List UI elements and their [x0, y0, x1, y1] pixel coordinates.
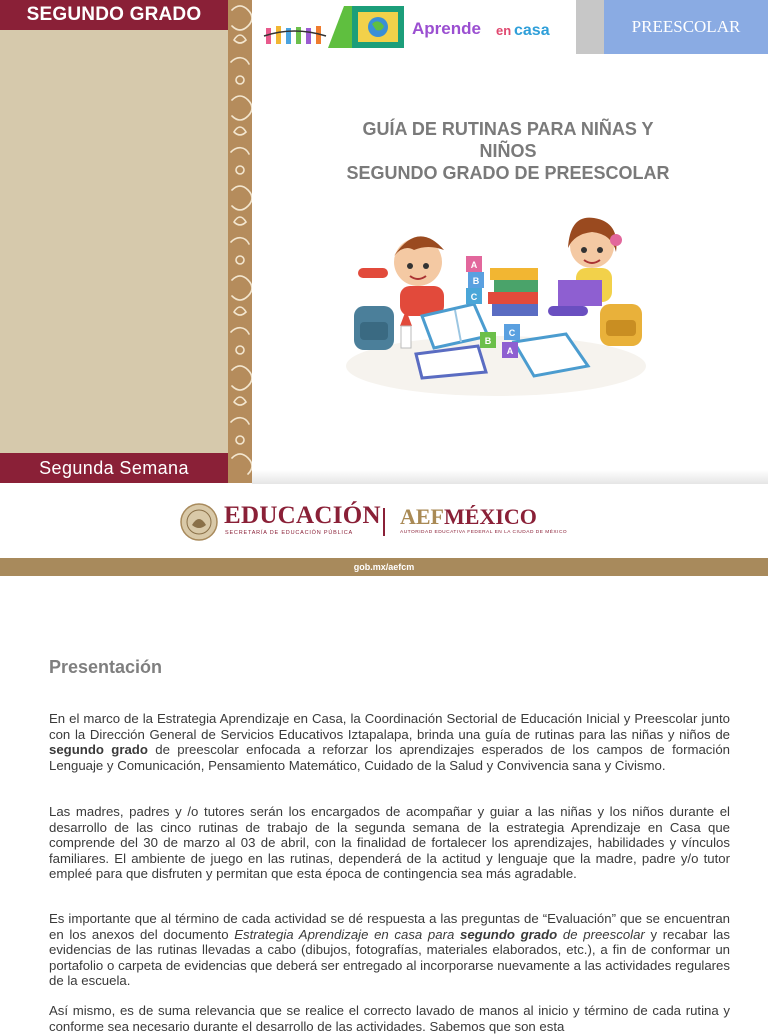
pencils-icon [264, 26, 326, 44]
aef-logo-text [400, 503, 537, 531]
paragraph-2: Las madres, padres y /o tutores serán los encargados de acompañar y guiar a las niñas y los niños durante el desarrollo de las cinco rutinas de trabajo de la segunda semana de la estrategia Aprendizaje en Casa que comprende del 30 de marzo al 03 de abril, con la finalidad de fortalecer los aprendizajes, habilidades y vínculos familiares. El ambiente de juego en las rutinas, dependerá de la actitud y lenguaje que la madre, padre y/o tutor empleé para que disfruten y permitan que esta época de contingencia sea más agradable. [49, 804, 730, 881]
ornament-border [228, 0, 252, 483]
logo-word-aprende: Aprende [412, 19, 481, 38]
paragraph-3-bold-italic: segundo grado [460, 926, 558, 942]
cover-title [318, 118, 698, 184]
letter-block-label: C [470, 292, 478, 302]
paragraph-3-text-a: Es importante que al término de cada actividad se dé respuesta a las preguntas de “Evaluación” que se encuentran en los anexos del documento [49, 911, 730, 942]
mexico-seal-icon [180, 503, 218, 541]
educacion-logo-text: EDUCACIÓN [224, 502, 381, 529]
girl-figure [548, 218, 622, 316]
level-label: PREESCOLAR [604, 0, 768, 54]
section-title: Presentación [49, 657, 163, 677]
footer-url: gob.mx/aefcm [0, 558, 768, 576]
week-label: Segunda Semana [0, 453, 228, 483]
educacion-logo-subtitle: SECRETARÍA DE EDUCACIÓN PÚBLICA [225, 530, 353, 536]
cover-shadow [252, 470, 768, 484]
paragraph-1-bold: segundo grado [49, 742, 148, 757]
aprende-en-casa-logo [252, 0, 576, 54]
grade-label: SEGUNDO GRADO [0, 0, 228, 30]
backpack-icon [600, 304, 642, 346]
aef-logo-country: MÉXICO [444, 504, 537, 529]
header-gray-strip [576, 0, 604, 54]
children-reading-illustration [338, 196, 654, 410]
aef-logo-subtitle: AUTORIDAD EDUCATIVA FEDERAL EN LA CIUDAD DE MÉXICO [400, 530, 568, 535]
cover-title-line-3: SEGUNDO GRADO DE PREESCOLAR [346, 163, 670, 183]
cover-title-line-2: NIÑOS [479, 141, 537, 161]
paragraph-1 [49, 711, 730, 773]
cover-title-line-1: GUÍA DE RUTINAS PARA NIÑAS Y [362, 119, 654, 139]
aef-logo-main: AEF [400, 504, 444, 529]
paragraph-3-text-e: y recabar las evidencias de las rutinas llevadas a cabo (dibujos, fotografías, materiales elaborados, etc.), a fin de conformar un portafolio o carpeta de evidencias que deberá ser entregado al incorporarse nuevamente a las actividades regulares de la escuela. [49, 926, 730, 988]
left-panel [0, 0, 228, 483]
letter-block-label: A [506, 346, 514, 356]
paragraph-3 [49, 911, 730, 989]
logo-word-casa: casa [514, 22, 550, 39]
logo-divider [383, 508, 385, 536]
book-stack-icon [488, 268, 538, 316]
letter-block-label: B [484, 336, 492, 346]
letter-block-label: C [508, 328, 516, 338]
logo-word-en: en [496, 23, 512, 38]
boy-figure [358, 236, 444, 316]
letter-block-label: B [472, 276, 480, 286]
letter-block-label: A [470, 260, 478, 270]
paragraph-3-italic: Estrategia Aprendizaje en casa para [234, 926, 460, 942]
backpack-icon [354, 306, 394, 350]
house-book-icon [328, 6, 404, 48]
paragraph-1-text-c: de preescolar enfocada a reforzar los aprendizajes esperados de los campos de formación Lenguaje y Comunicación, Pensamiento Matemático, Cuidado de la Salud y Convivencia sana y Civismo. [49, 742, 730, 773]
paragraph-3-italic-2: de preescolar [557, 926, 645, 942]
paragraph-4: Así mismo, es de suma relevancia que se realice el correcto lavado de manos al inicio y término de cada rutina y conforme sea necesario durante el desarrollo de las actividades. Sabemos que son esta [49, 1003, 730, 1034]
paragraph-1-text-a: En el marco de la Estrategia Aprendizaje en Casa, la Coordinación Sectorial de Educación Inicial y Preescolar junto con la Dirección General de Servicios Educativos Iztapalapa, brinda una guía de rutinas para las niñas y niños de [49, 711, 730, 742]
